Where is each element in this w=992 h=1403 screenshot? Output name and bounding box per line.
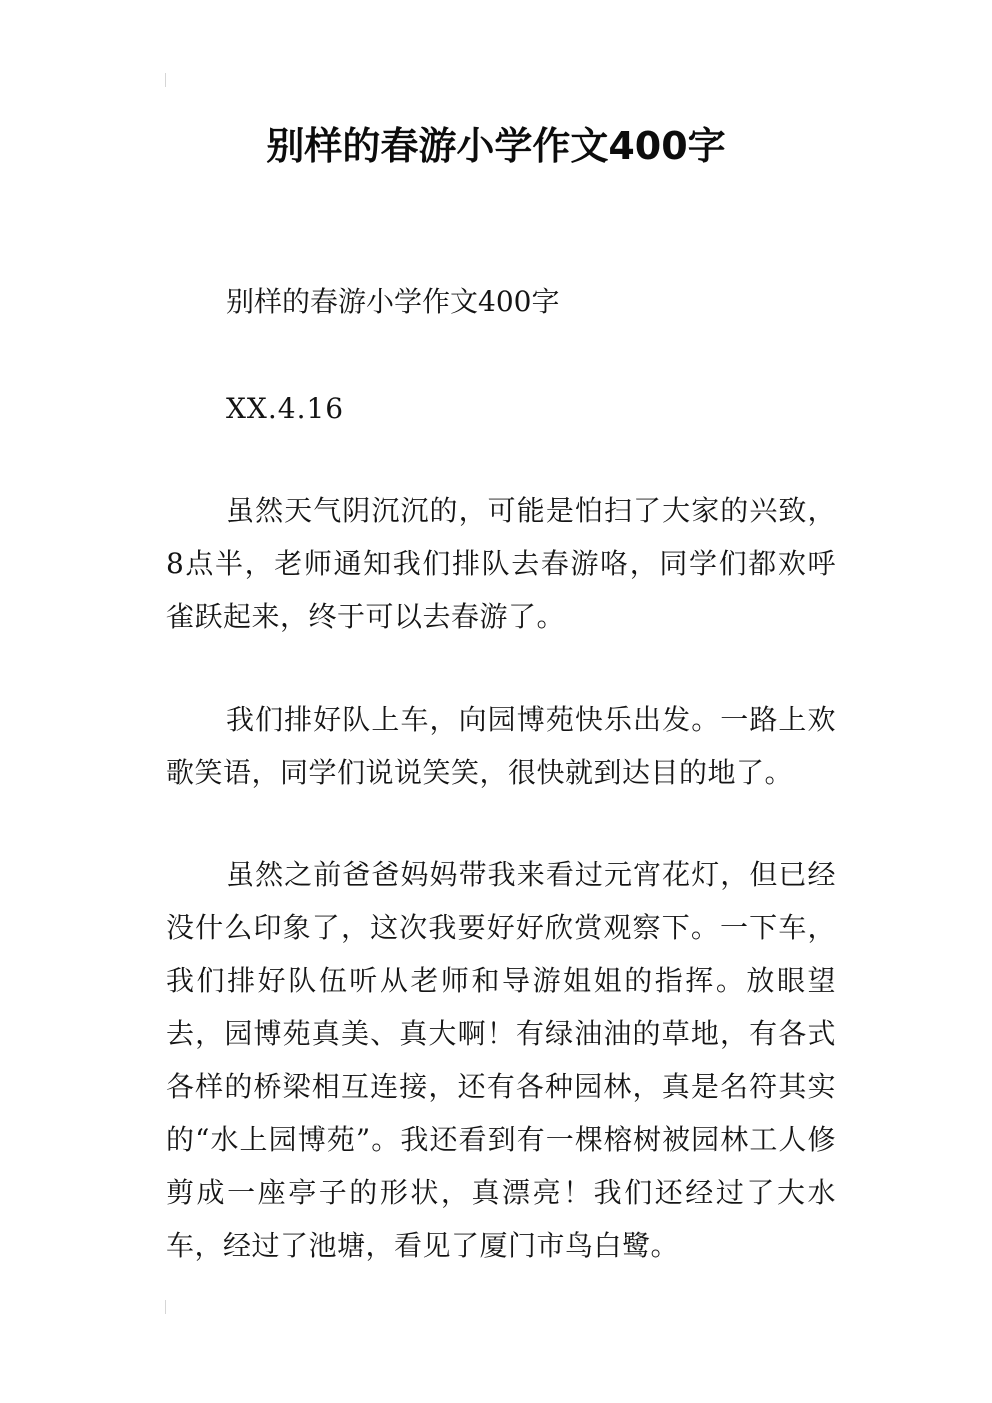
margin-mark-top [165,73,166,87]
article-date: XX.4.16 [226,392,345,425]
page-title: 别样的春游小学作文400字 [266,124,726,168]
paragraph-3: 虽然之前爸爸妈妈带我来看过元宵花灯，但已经没什么印象了，这次我要好好欣赏观察下。一下车，我们排好队伍听从老师和导游姐姐的指挥。放眼望去，园博苑真美、真大啊！有绿油油的草地，有各式各样的桥梁相互连接，还有各种园林，真是名符其实的“水上园博苑”。我还看到有一棵榕树被园林工人修剪成一座亭子的形状，真漂亮！我们还经过了大水车，经过了池塘，看见了厦门市鸟白鹭。 [166,858,836,1262]
paragraph-1: 虽然天气阴沉沉的，可能是怕扫了大家的兴致，8点半，老师通知我们排队去春游咯，同学们都欢呼雀跃起来，终于可以去春游了。 [166,494,836,633]
article-subtitle: 别样的春游小学作文400字 [226,285,560,318]
margin-mark-bottom [165,1300,166,1314]
paragraph-2: 我们排好队上车，向园博苑快乐出发。一路上欢歌笑语，同学们说说笑笑，很快就到达目的地了。 [166,703,836,789]
